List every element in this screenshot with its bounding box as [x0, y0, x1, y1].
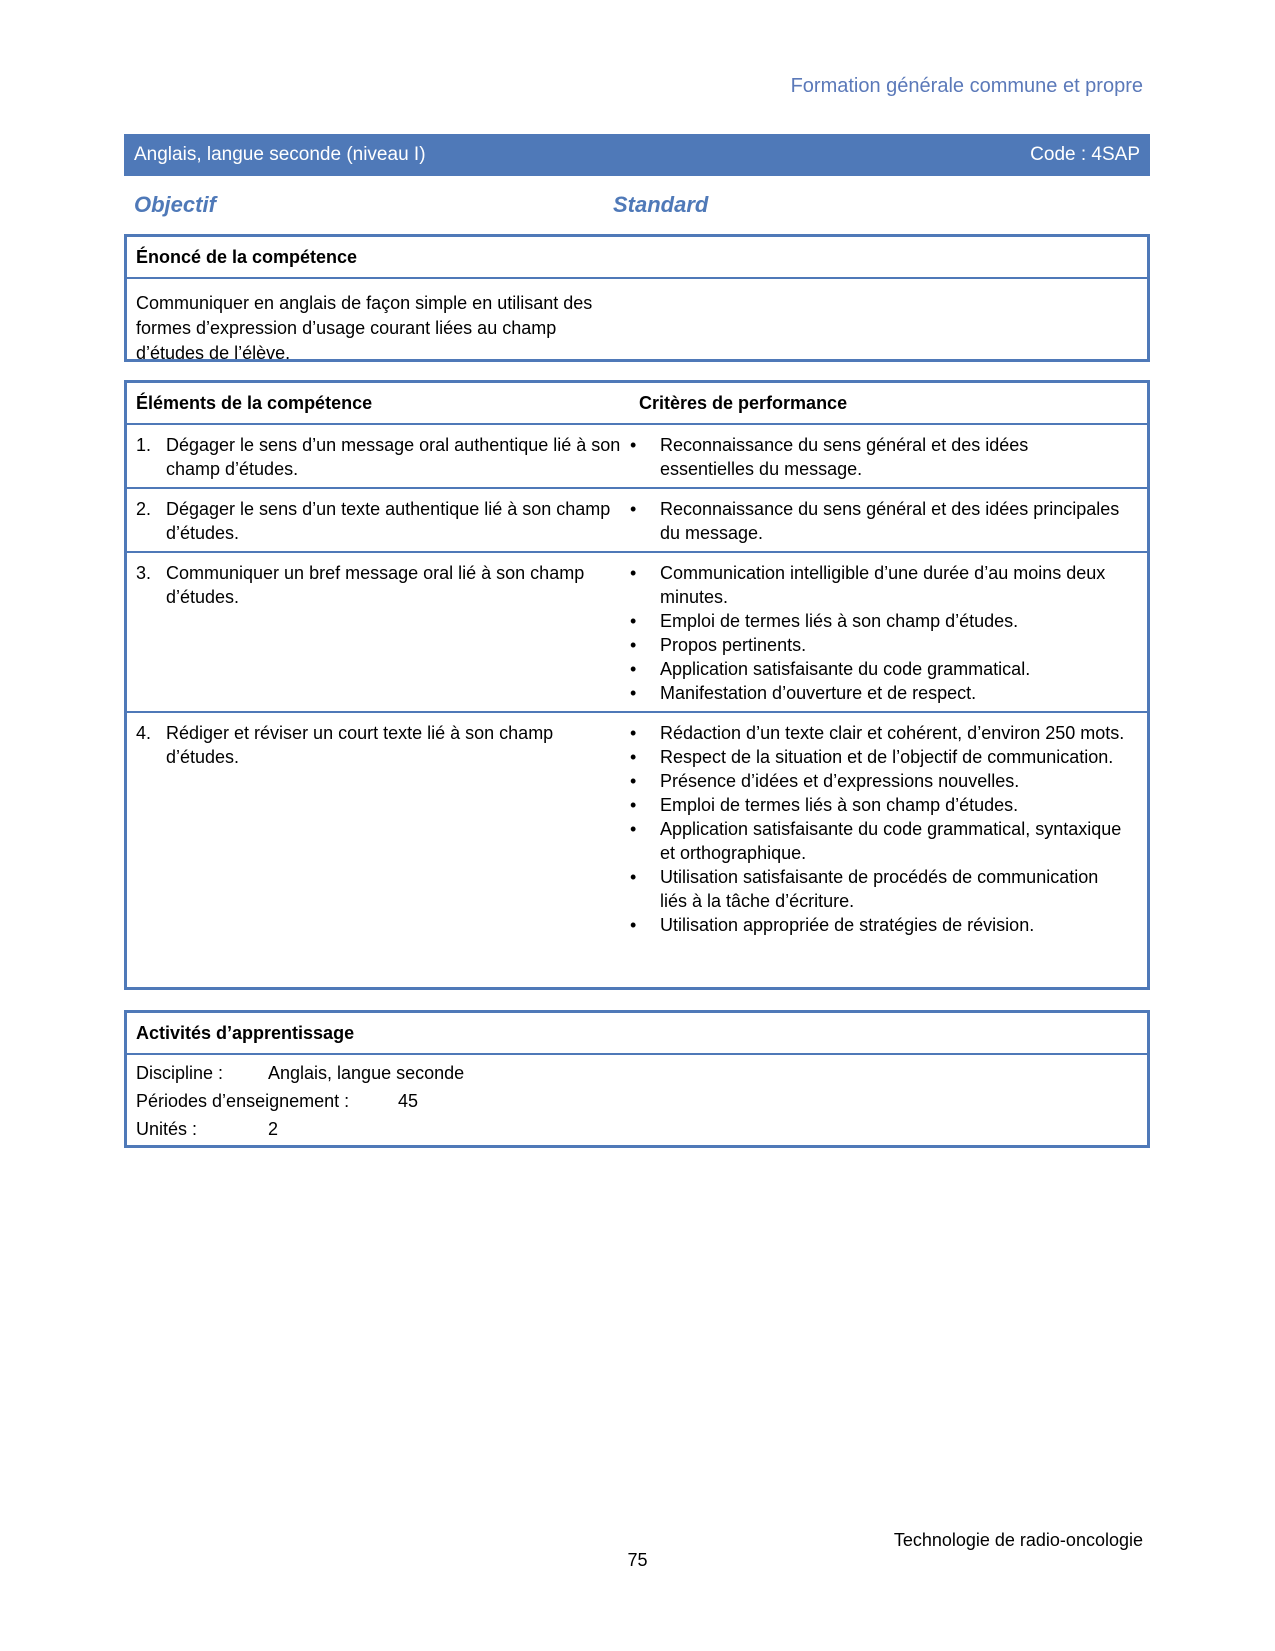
- bullet-icon: •: [630, 747, 637, 767]
- bullet-icon: •: [630, 563, 637, 583]
- bullet-icon: •: [630, 723, 637, 743]
- criterion-item: [630, 497, 1127, 545]
- element-cell: [127, 553, 630, 711]
- criterion-text: Emploi de termes liés à son champ d’études.: [660, 795, 1019, 815]
- criteria-cell: [630, 489, 1147, 551]
- criterion-text: Utilisation satisfaisante de procédés de communication liés à la tâche d’écriture.: [660, 867, 1099, 911]
- element-row: [127, 713, 1147, 943]
- criterion-text: Reconnaissance du sens général et des idées principales du message.: [660, 499, 1120, 543]
- competence-heading: Énoncé de la compétence: [127, 237, 1147, 279]
- competence-text: Communiquer en anglais de façon simple en utilisant des formes d’expression d’usage courant liées au champ d’études de l’élève.: [136, 293, 593, 363]
- bullet-icon: •: [630, 635, 637, 655]
- criterion-item: [630, 793, 1127, 817]
- bullet-icon: •: [630, 499, 637, 519]
- criterion-item: [630, 745, 1127, 769]
- bullet-icon: •: [630, 819, 637, 839]
- objective-label: Objectif: [134, 192, 216, 217]
- criterion-text: Reconnaissance du sens général et des idées essentielles du message.: [660, 435, 1029, 479]
- criterion-item: [630, 681, 1127, 705]
- criterion-text: Communication intelligible d’une durée d’au moins deux minutes.: [660, 563, 1106, 607]
- units-line: [136, 1115, 1138, 1143]
- elements-box: [124, 380, 1150, 990]
- bullet-icon: •: [630, 867, 637, 887]
- criterion-text: Application satisfaisante du code grammatical, syntaxique et orthographique.: [660, 819, 1122, 863]
- element-row: [127, 489, 1147, 553]
- bullet-icon: •: [630, 771, 637, 791]
- criterion-text: Manifestation d’ouverture et de respect.: [660, 683, 977, 703]
- criterion-item: [630, 433, 1127, 481]
- criterion-item: [630, 769, 1127, 793]
- bullet-icon: •: [630, 659, 637, 679]
- criterion-text: Propos pertinents.: [660, 635, 807, 655]
- element-text: Dégager le sens d’un message oral authentique lié à son champ d’études.: [166, 435, 621, 479]
- element-text: Dégager le sens d’un texte authentique lié à son champ d’études.: [166, 499, 611, 543]
- activities-heading: Activités d’apprentissage: [127, 1013, 1147, 1055]
- units-label: Unités :: [136, 1119, 198, 1139]
- elements-heading: Éléments de la compétence: [136, 393, 373, 413]
- element-rows: [127, 425, 1147, 943]
- competence-box: [124, 234, 1150, 362]
- criterion-item: [630, 561, 1127, 609]
- discipline-value: Anglais, langue seconde: [268, 1063, 465, 1083]
- criterion-item: [630, 721, 1127, 745]
- footer-program: Technologie de radio-oncologie: [893, 1530, 1143, 1550]
- bullet-icon: •: [630, 611, 637, 631]
- criterion-text: Présence d’idées et d’expressions nouvelles.: [660, 771, 1020, 791]
- criteria-cell: [630, 553, 1147, 711]
- element-row: [127, 425, 1147, 489]
- bullet-icon: •: [630, 435, 637, 455]
- element-text: Rédiger et réviser un court texte lié à son champ d’études.: [166, 723, 554, 767]
- element-number: 3.: [136, 563, 152, 583]
- standard-label: Standard: [613, 192, 709, 217]
- criterion-text: Rédaction d’un texte clair et cohérent, d’environ 250 mots.: [660, 723, 1125, 743]
- course-code: Code : 4SAP: [1030, 144, 1140, 165]
- element-number: 4.: [136, 723, 152, 743]
- units-value: 2: [268, 1119, 279, 1139]
- element-cell: [127, 425, 630, 487]
- criterion-item: [630, 913, 1127, 937]
- element-cell: [127, 489, 630, 551]
- criterion-item: [630, 657, 1127, 681]
- course-title: Anglais, langue seconde (niveau I): [134, 144, 426, 165]
- criterion-item: [630, 865, 1127, 913]
- criterion-item: [630, 633, 1127, 657]
- activities-box: [124, 1010, 1150, 1148]
- elements-heading-row: [127, 383, 1147, 425]
- course-title-bar: [124, 134, 1150, 176]
- criterion-text: Application satisfaisante du code grammatical.: [660, 659, 1031, 679]
- criteria-cell: [630, 425, 1147, 487]
- element-text: Communiquer un bref message oral lié à son champ d’études.: [166, 563, 585, 607]
- activities-body: [127, 1055, 1147, 1151]
- element-cell: [127, 713, 630, 943]
- criterion-text: Emploi de termes liés à son champ d’études.: [660, 611, 1019, 631]
- criterion-text: Utilisation appropriée de stratégies de révision.: [660, 915, 1035, 935]
- discipline-label: Discipline :: [136, 1063, 224, 1083]
- criteria-heading: Critères de performance: [639, 393, 848, 413]
- criterion-item: [630, 609, 1127, 633]
- criterion-text: Respect de la situation et de l’objectif de communication.: [660, 747, 1114, 767]
- periods-label: Périodes d’enseignement :: [136, 1091, 350, 1111]
- periods-value: 45: [398, 1091, 419, 1111]
- program-header: Formation générale commune et propre: [790, 75, 1143, 97]
- discipline-line: [136, 1059, 1138, 1087]
- bullet-icon: •: [630, 915, 637, 935]
- criterion-item: [630, 817, 1127, 865]
- element-number: 2.: [136, 499, 152, 519]
- element-row: [127, 553, 1147, 713]
- periods-line: [136, 1087, 1138, 1115]
- criteria-cell: [630, 713, 1147, 943]
- bullet-icon: •: [630, 795, 637, 815]
- page-number: 75: [627, 1550, 648, 1570]
- element-number: 1.: [136, 435, 152, 455]
- bullet-icon: •: [630, 683, 637, 703]
